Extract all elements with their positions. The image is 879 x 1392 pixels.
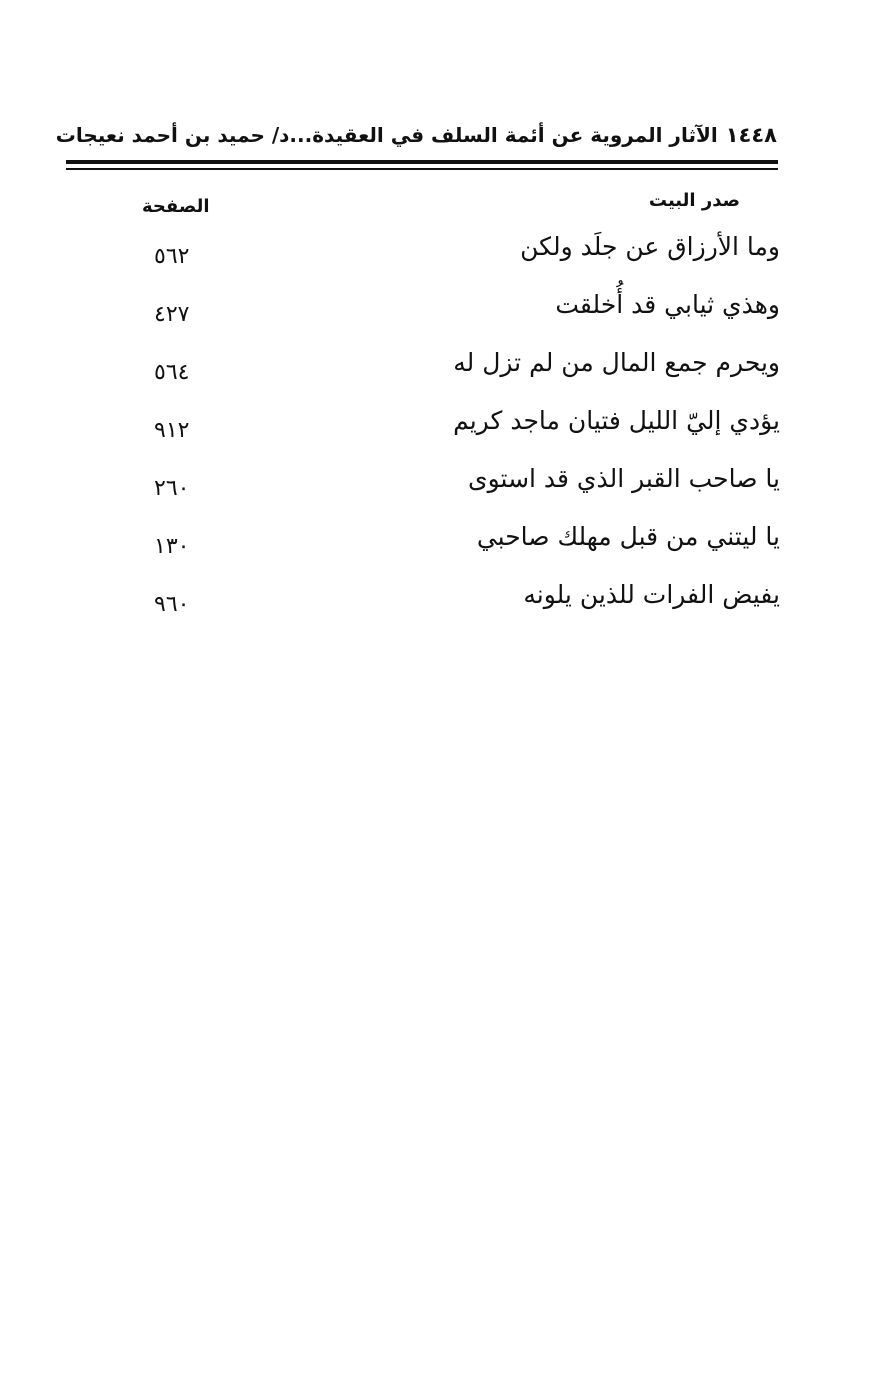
- page-number: ١٤٤٨: [725, 123, 777, 147]
- page-reference: ٥٦٤: [154, 360, 190, 385]
- running-header: [55, 118, 777, 152]
- verse-opening: يفيض الفرات للذين يلونه: [523, 580, 780, 609]
- page-reference: ٩٦٠: [154, 592, 190, 617]
- page-reference: ٤٢٧: [154, 302, 190, 327]
- page-reference: ٩١٢: [154, 418, 190, 443]
- header-rule: [66, 160, 778, 164]
- index-entries: [100, 230, 780, 636]
- page-reference: ٥٦٢: [154, 244, 190, 269]
- verse-opening: يؤدي إليّ الليل فتيان ماجد كريم: [453, 406, 780, 435]
- verse-opening: يا ليتني من قبل مهلك صاحبي: [476, 522, 780, 551]
- index-entry: [100, 404, 780, 462]
- index-entry: [100, 288, 780, 346]
- running-title: الآثار المروية عن أئمة السلف في العقيدة...د/ حميد بن أحمد نعيجات: [55, 123, 718, 147]
- column-header-verse: صدر البيت: [648, 190, 740, 211]
- index-entry: [100, 230, 780, 288]
- verse-opening: ويحرم جمع المال من لم تزل له: [453, 348, 780, 377]
- verse-opening: وما الأرزاق عن جلَد ولكن: [520, 232, 780, 261]
- index-entry: [100, 520, 780, 578]
- column-header-page: الصفحة: [142, 196, 210, 217]
- verse-opening: وهذي ثيابي قد أُخلقت: [555, 290, 780, 319]
- index-entry: [100, 346, 780, 404]
- page-reference: ٢٦٠: [154, 476, 190, 501]
- page-reference: ١٣٠: [154, 534, 190, 559]
- index-entry: [100, 462, 780, 520]
- table-header: [100, 190, 740, 220]
- verse-opening: يا صاحب القبر الذي قد استوى: [468, 464, 780, 493]
- header-rule-secondary: [66, 168, 778, 170]
- index-entry: [100, 578, 780, 636]
